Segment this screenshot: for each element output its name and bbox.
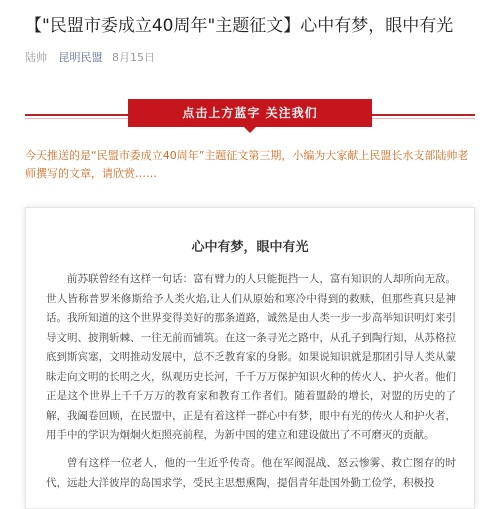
essay-heading: 心中有梦，眼中有光 xyxy=(191,240,309,255)
publish-date: 8月15日 xyxy=(112,51,155,64)
account-name-link[interactable]: 昆明民盟 xyxy=(58,51,103,64)
essay-paragraph: 前苏联曾经有这样一句话：富有臂力的人只能扼挡一人，富有知识的人却所向无敌。世人皆称普罗米修斯给予人类火焰,让人们从原始和寒冷中得到的救赎，但那些真只是神话。我所知道的这个世界变得美好的那条道路，诚然是由人类一步一步高举知识明灯来引导文明、披荆斩棘、一往无前而铺筑。在这一条寻光之路中，从孔子到陶行知，从苏格拉底到斯宾塞，文明推动发展中，总不乏教育家的身影。如果说知识就是那团引导人类从蒙昧走向文明的长明之火，纵观历史长河，千千万万保护知识火种的传火人、护火者。他们正是这个世界上千千万万的教育家和教育工作者们。随着盟龄的增长，对盟的历史的了解，我阖卷回顾，在民盟中，正是有着这样一群心中有梦，眼中有光的传火人和护火者，用手中的学识为炯炯火炬照亮前程，为新中国的建立和建设做出了不可磨灭的贡献。 xyxy=(46,273,456,441)
follow-banner[interactable] xyxy=(25,97,475,133)
follow-banner-label[interactable]: 点击上方蓝字 关注我们 xyxy=(128,99,372,127)
intro-text: 今天推送的是“民盟市委成立40周年”主题征文第三期，小编为大家献上民盟长水支部陆帅老师撰写的文章，请欣赏…… xyxy=(25,149,469,180)
article-meta xyxy=(25,49,155,65)
essay-card xyxy=(25,207,475,509)
article-title: 【"民盟市委成立40周年"主题征文】心中有梦，眼中有光 xyxy=(25,16,454,36)
article-author: 陆帅 xyxy=(25,51,47,64)
essay-paragraph: 曾有这样一位老人，他的一生近乎传奇。他在军阀混战、怒云惨雾、救亡图存的时代，远赴大洋彼岸的岛国求学，受民主思想熏陶，提倡青年赴国外勤工俭学，积极投 xyxy=(46,457,456,489)
